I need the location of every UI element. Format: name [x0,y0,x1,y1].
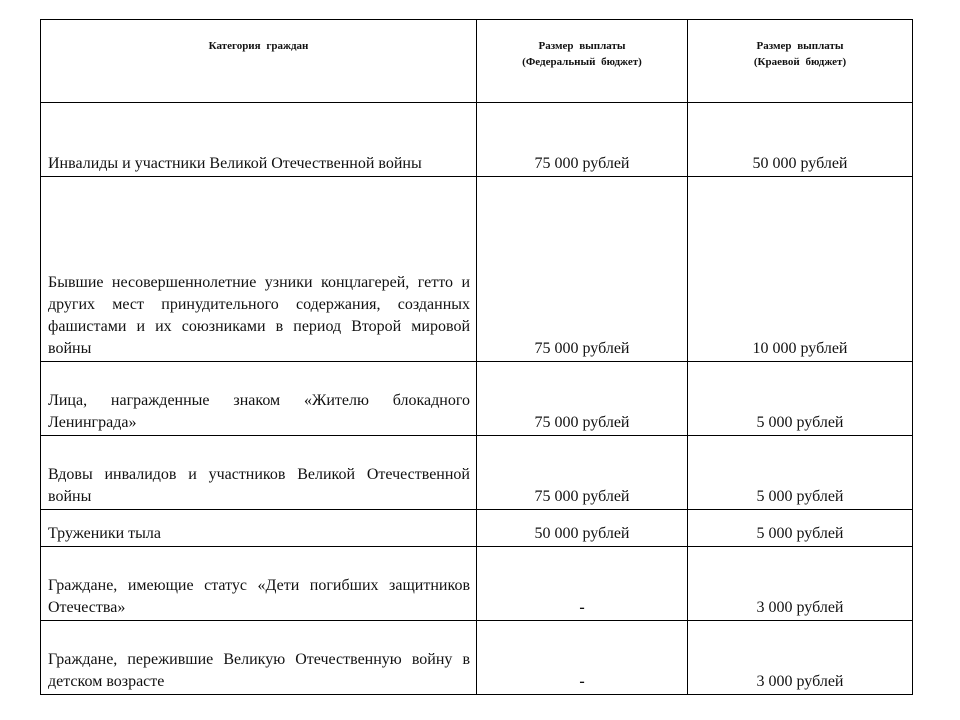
federal-amount-cell: - [477,621,688,695]
header-regional-line1: Размер выплаты [756,40,844,52]
header-category [41,20,477,103]
regional-amount-cell: 3 000 рублей [688,547,913,621]
payments-table [40,19,913,695]
category-cell: Граждане, пережившие Великую Отечественную войну в детском возрасте [41,621,477,695]
table-row [41,362,913,436]
federal-amount-cell: 75 000 рублей [477,177,688,362]
header-regional [688,20,913,103]
regional-amount-cell: 5 000 рублей [688,510,913,547]
table-row [41,547,913,621]
regional-amount-cell: 50 000 рублей [688,103,913,177]
table-row [41,510,913,547]
federal-amount-cell: - [477,547,688,621]
header-category-label: Категория граждан [208,40,309,52]
category-cell: Вдовы инвалидов и участников Великой Отечественной войны [41,436,477,510]
table-row [41,177,913,362]
regional-amount-cell: 3 000 рублей [688,621,913,695]
regional-amount-cell: 5 000 рублей [688,362,913,436]
regional-amount-cell: 5 000 рублей [688,436,913,510]
table-row [41,436,913,510]
header-regional-line2: (Краевой бюджет) [753,56,847,68]
federal-amount-cell: 75 000 рублей [477,103,688,177]
category-cell: Инвалиды и участники Великой Отечественной войны [41,103,477,177]
table-row [41,621,913,695]
federal-amount-cell: 75 000 рублей [477,362,688,436]
header-federal-line2: (Федеральный бюджет) [522,56,642,68]
category-cell: Бывшие несовершеннолетние узники концлагерей, гетто и других мест принудительного содержания, созданных фашистами и их союзниками в период Второй мировой войны [41,177,477,362]
regional-amount-cell: 10 000 рублей [688,177,913,362]
category-cell: Граждане, имеющие статус «Дети погибших защитников Отечества» [41,547,477,621]
category-cell: Лица, награжденные знаком «Жителю блокадного Ленинграда» [41,362,477,436]
header-federal [477,20,688,103]
header-federal-line1: Размер выплаты [538,40,626,52]
header-row [41,20,913,103]
category-cell: Труженики тыла [41,510,477,547]
table-row [41,103,913,177]
federal-amount-cell: 50 000 рублей [477,510,688,547]
federal-amount-cell: 75 000 рублей [477,436,688,510]
